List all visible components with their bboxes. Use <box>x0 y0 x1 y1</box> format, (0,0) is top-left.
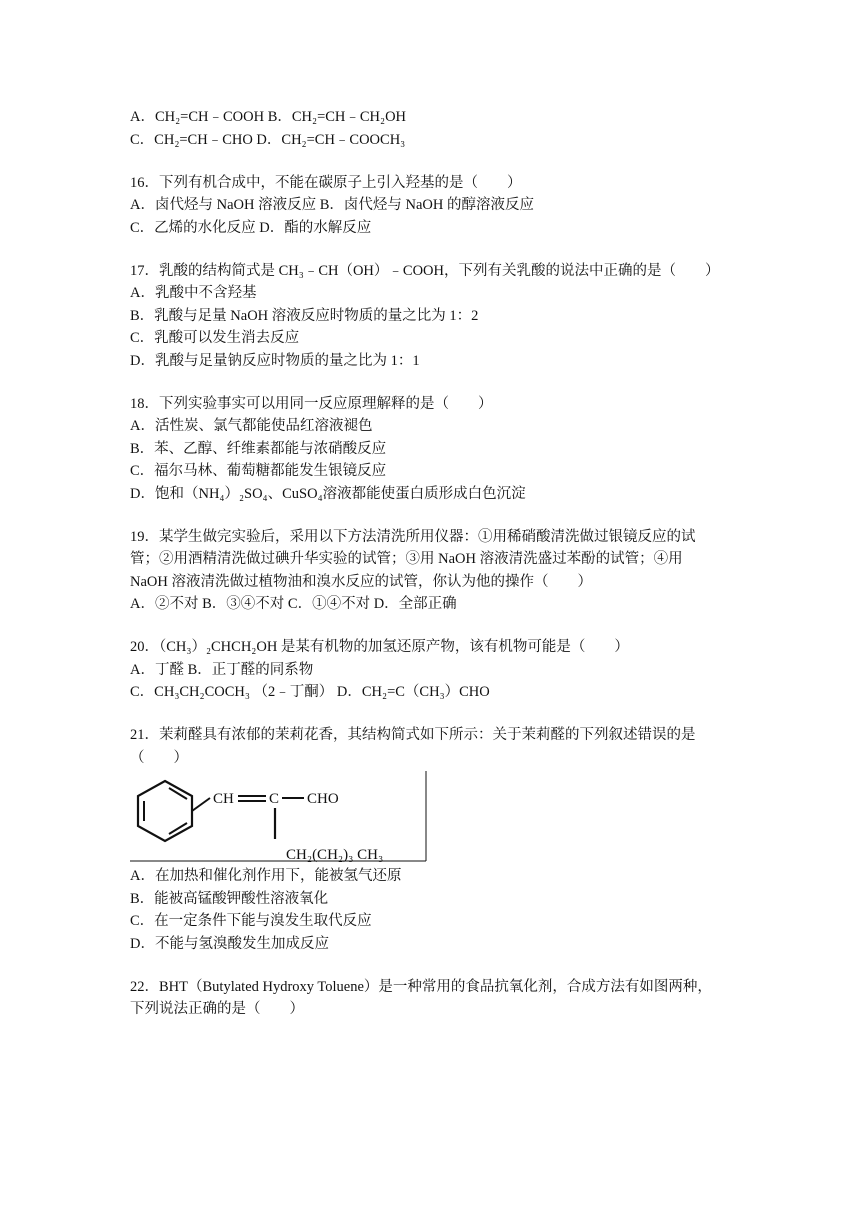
jasminaldehyde-structure-figure <box>130 771 430 863</box>
benzene-ring <box>138 781 192 841</box>
question-21 <box>130 724 730 955</box>
group-sidechain: CH₂(CH₂)₃ CH₃ <box>286 847 384 863</box>
q19-stem-line-1: 19．某学生做完实验后，采用以下方法清洗所用仪器：①用稀硝酸清洗做过银镜反应的试 <box>130 528 696 545</box>
q21-stem-line-2: （ ） <box>130 749 188 766</box>
q21-option-a: A．在加热和催化剂作用下，能被氢气还原 <box>130 868 402 884</box>
q20-stem: 20．（CH₃）₂CHCH₂OH 是某有机物的加氢还原产物，该有机物可能是（ ） <box>130 639 629 655</box>
q21-stem-line-1: 21．茉莉醛具有浓郁的茉莉花香，其结构简式如下所示：关于茉莉醛的下列叙述错误的是 <box>130 727 696 743</box>
question-17 <box>130 260 730 373</box>
q17-option-a: A．乳酸中不含羟基 <box>130 285 257 301</box>
q16-stem: 16．下列有机合成中，不能在碳原子上引入羟基的是（ ） <box>130 174 522 191</box>
question-18 <box>130 393 730 506</box>
question-16 <box>130 172 730 240</box>
q21-option-b: B．能被高锰酸钾酸性溶液氧化 <box>130 890 329 907</box>
q16-options-line-2: C．乙烯的水化反应 D．酯的水解反应 <box>130 219 372 236</box>
q22-stem-line-1: 22．BHT（Butylated Hydroxy Toluene）是一种常用的食品抗氧化剂，合成方法有如图两种， <box>130 978 712 995</box>
q21-option-d: D．不能与氢溴酸发生加成反应 <box>130 935 329 952</box>
exam-page <box>130 106 730 1021</box>
q19-stem-line-3: NaOH 溶液清洗做过植物油和溴水反应的试管，你认为他的操作（ ） <box>130 573 592 590</box>
q19-stem-line-2: 管；②用酒精清洗做过碘升华实验的试管；③用 NaOH 溶液清洗盛过苯酚的试管；④用 <box>130 551 683 567</box>
q18-option-a: A．活性炭、氯气都能使品红溶液褪色 <box>130 418 373 434</box>
q18-option-d: D．饱和（NH₄）₂SO₄、CuSO₄溶液都能使蛋白质形成白色沉淀 <box>130 485 526 502</box>
q20-options-line-2: C．CH₃CH₂COCH₃ （2﹣丁酮） D．CH₂=C（CH₃）CHO <box>130 684 490 700</box>
group-ch: CH <box>213 791 234 807</box>
q18-stem: 18．下列实验事实可以用同一反应原理解释的是（ ） <box>130 395 493 412</box>
q17-stem: 17．乳酸的结构简式是 CH₃﹣CH（OH）﹣COOH，下列有关乳酸的说法中正确的是（ ） <box>130 262 720 279</box>
q15-options-line-2: C．CH₂=CH﹣CHO D．CH₂=CH﹣COOCH₃ <box>130 131 406 148</box>
question-22 <box>130 976 730 1021</box>
q16-options-line-1: A．卤代烃与 NaOH 溶液反应 B．卤代烃与 NaOH 的醇溶液反应 <box>130 197 534 213</box>
q17-option-c: C．乳酸可以发生消去反应 <box>130 330 300 346</box>
q22-stem-line-2: 下列说法正确的是（ ） <box>130 1001 304 1017</box>
question-20 <box>130 636 730 704</box>
q15-options-line-1: A．CH₂=CH﹣COOH B．CH₂=CH﹣CH₂OH <box>130 109 407 125</box>
structure-diagram <box>130 771 430 863</box>
benzene-double-bond-2 <box>169 823 187 834</box>
q21-option-c: C．在一定条件下能与溴发生取代反应 <box>130 913 372 929</box>
q17-option-d: D．乳酸与足量钠反应时物质的量之比为 1：1 <box>130 352 420 369</box>
bond-ring-ch <box>192 798 210 811</box>
q19-options: A．②不对 B．③④不对 C．①④不对 D．全部正确 <box>130 596 457 612</box>
q18-option-c: C．福尔马林、葡萄糖都能发生银镜反应 <box>130 463 387 479</box>
q17-option-b: B．乳酸与足量 NaOH 溶液反应时物质的量之比为 1：2 <box>130 307 479 324</box>
q18-option-b: B．苯、乙醇、纤维素都能与浓硝酸反应 <box>130 440 387 457</box>
q20-options-line-1: A．丁醛 B．正丁醛的同系物 <box>130 661 314 678</box>
benzene-double-bond-1 <box>169 788 187 799</box>
question-15-options <box>130 106 730 151</box>
question-19 <box>130 526 730 616</box>
group-c: C <box>269 791 280 807</box>
group-cho: CHO <box>307 791 339 807</box>
